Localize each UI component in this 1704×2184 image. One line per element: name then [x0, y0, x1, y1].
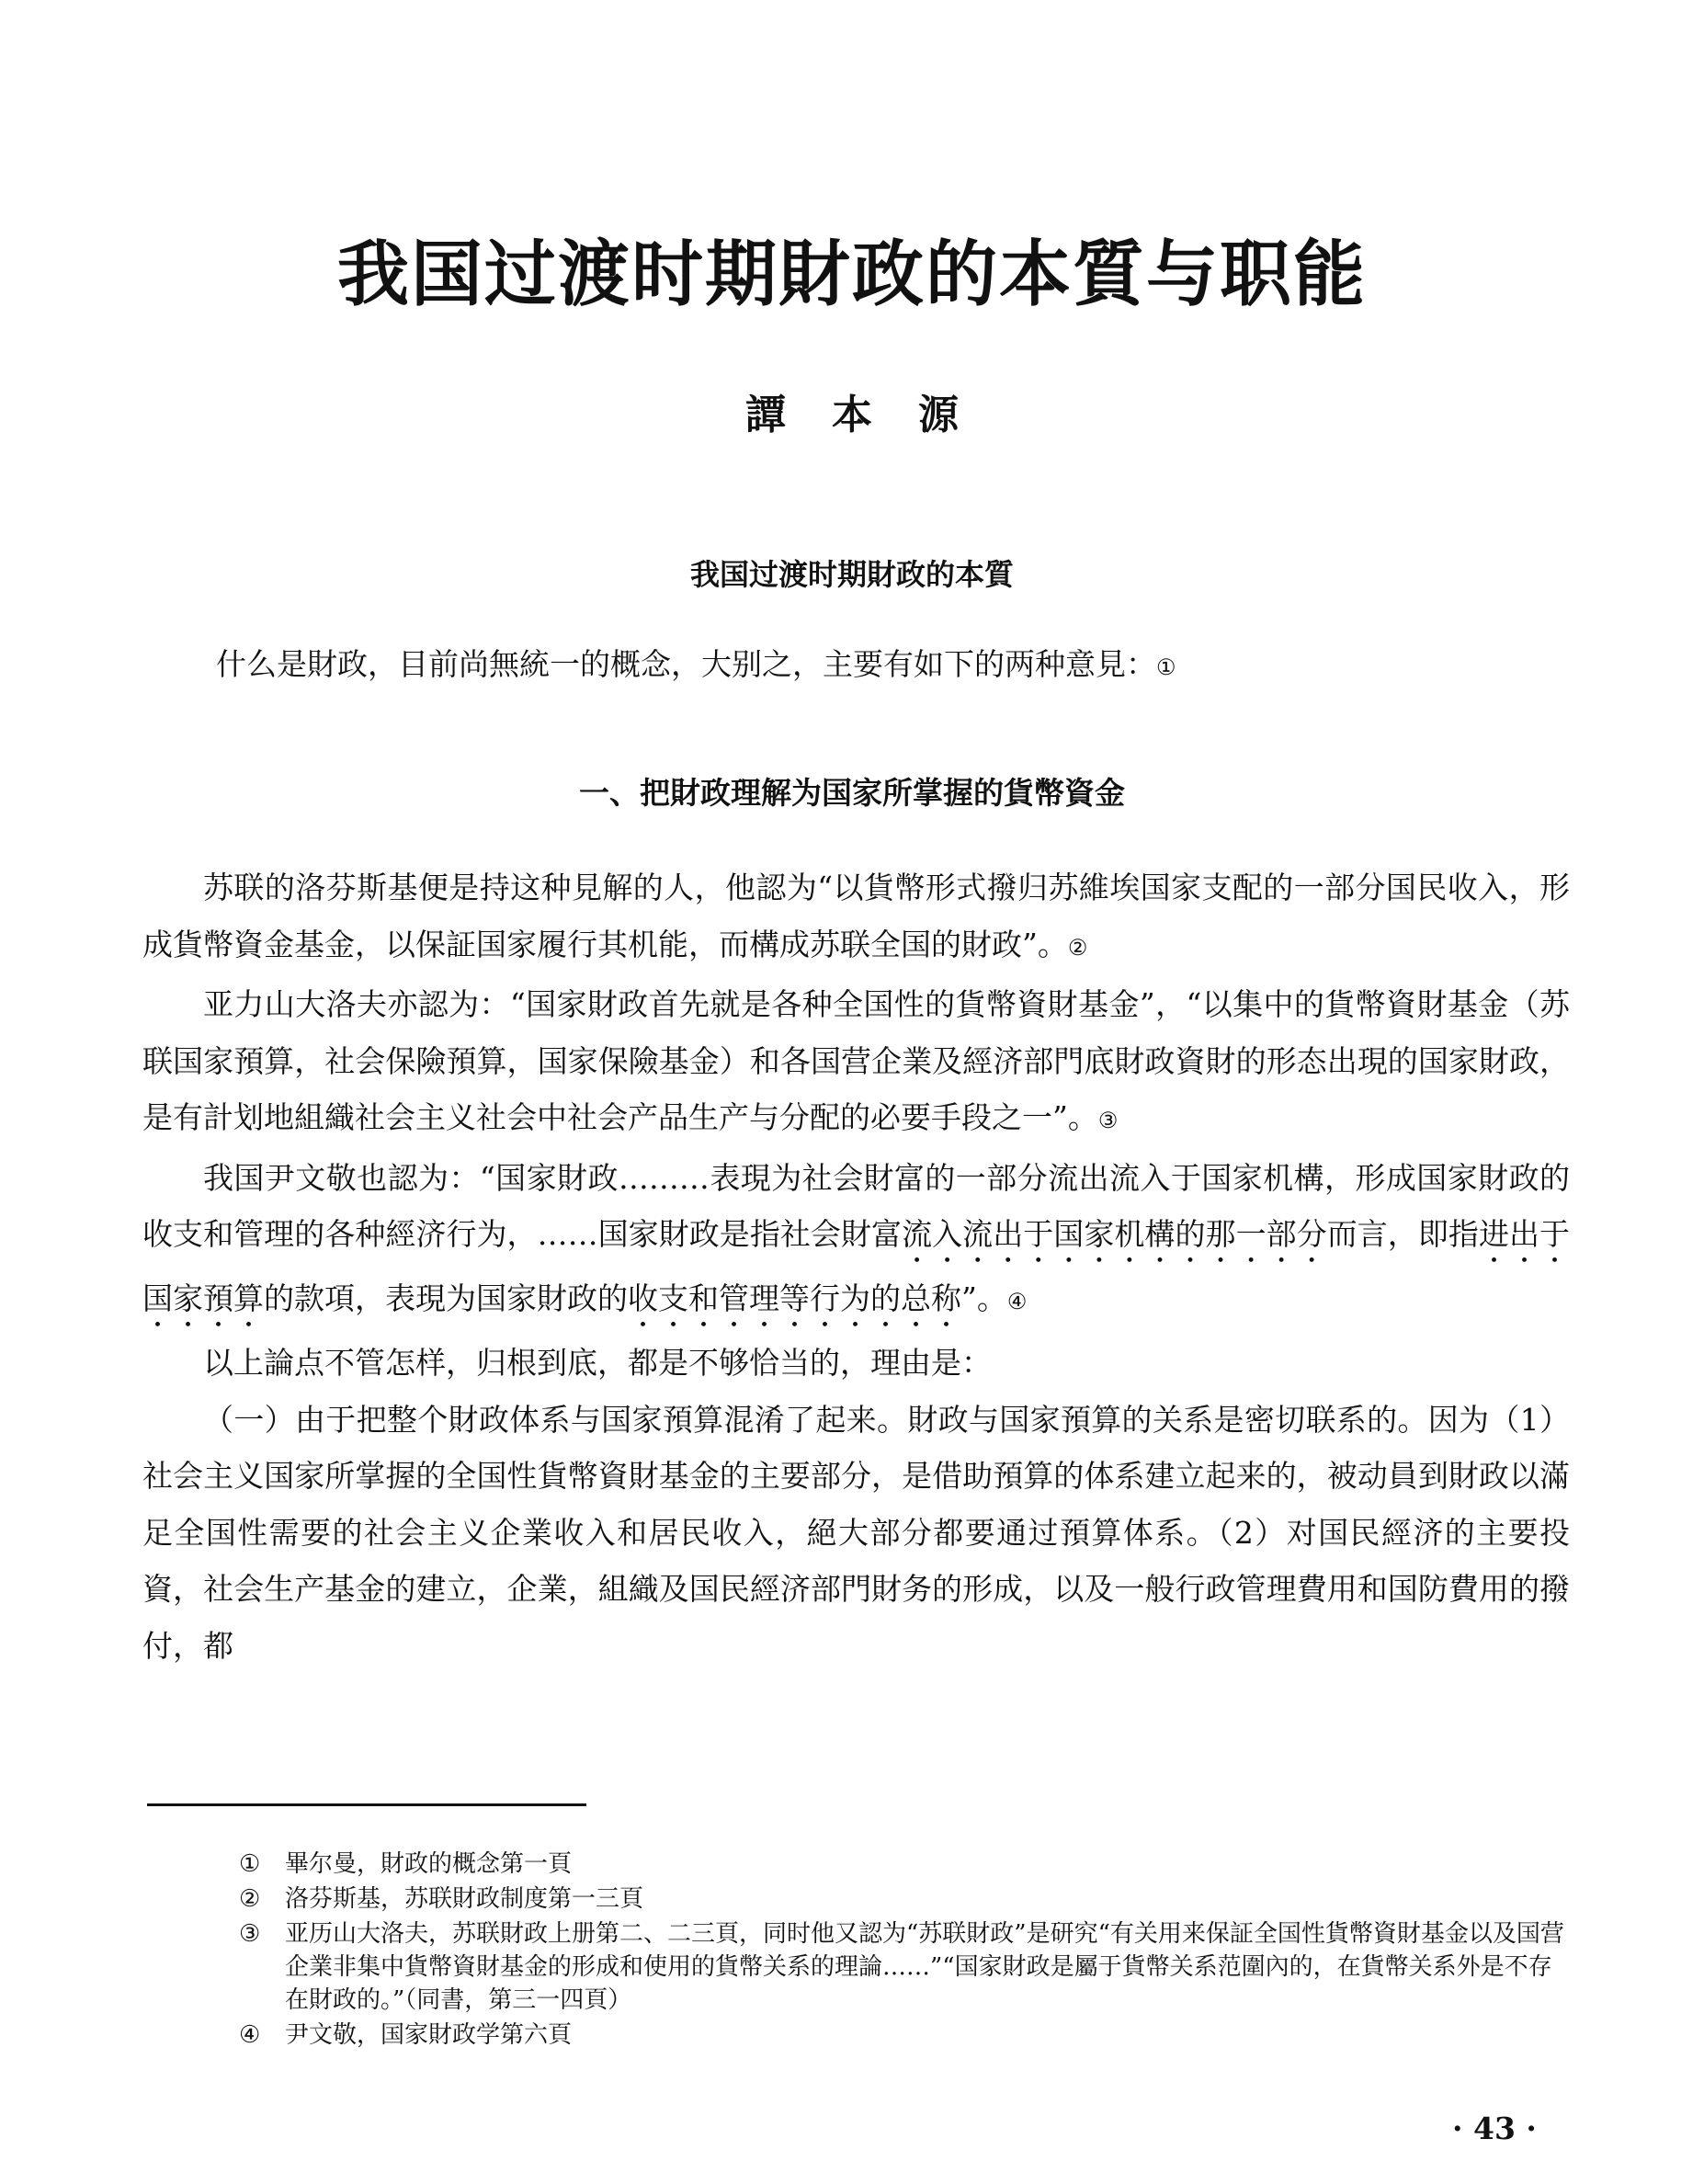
- page-number: · 43 ·: [1452, 2110, 1537, 2146]
- intro-paragraph: [216, 637, 1576, 695]
- footnote-ref-4: ④: [1006, 1289, 1028, 1314]
- article-title: 我国过渡时期財政的本質与职能: [336, 233, 1367, 316]
- footnote-text: 亚历山大洛夫，苏联財政上册第二、二三頁，同时他又認为“苏联財政”是研究“有关用来保証全国性貨幣資財基金以及国营企業非集中貨幣資財基金的形成和使用的貨幣关系的理論……”“国家財政是屬于貨幣关系范圍內的，在貨幣关系外是不存在財政的。”（同書，第三一四頁）: [285, 1920, 1564, 2014]
- footnote-text: 畢尔曼，財政的概念第一頁: [285, 1850, 573, 1878]
- intro-text: 什么是財政，目前尚無統一的概念，大别之，主要有如下的两种意見：: [216, 646, 1156, 682]
- subsection-heading: 一、把財政理解为国家所掌握的貨幣資金: [579, 775, 1125, 811]
- footnote-divider: [147, 1803, 586, 1806]
- paragraph-1-text: 苏联的洛芬斯基便是持这种見解的人，他認为“以貨幣形式撥归苏維埃国家支配的一部分国民收入，形成貨幣資金基金，以保証国家履行其机能，而構成苏联全国的財政”。: [142, 870, 1570, 962]
- paragraph-3-text-d: ”。: [961, 1280, 1007, 1316]
- author-name: 譚本源: [745, 392, 1005, 438]
- paragraph-1: [142, 859, 1570, 976]
- footnote-2: [239, 1883, 1572, 1916]
- emphasized-text-3: 收支和管理等行为的总称: [628, 1280, 961, 1316]
- footnote-ref-1: ①: [1156, 654, 1176, 680]
- footnote-4: [239, 2019, 1572, 2052]
- footnote-3: [239, 1917, 1572, 2017]
- section-heading: 我国过渡时期財政的本質: [689, 557, 1014, 592]
- footnote-ref-3: ③: [1097, 1108, 1119, 1133]
- paragraph-5: （一）由于把整个財政体系与国家預算混淆了起来。財政与国家預算的关系是密切联系的。因为（1）社会主义国家所掌握的全国性貨幣資財基金的主要部分，是借助預算的体系建立起来的，被动員到財政以滿足全国性需要的社会主义企業收入和居民收入，絕大部分都要通过預算体系。（2）对国民經济的主要投資，社会生产基金的建立，企業，組織及国民經济部門財务的形成，以及一般行政管理費用和国防費用的撥付，都: [142, 1401, 1570, 1664]
- paragraph-2-text: 亚力山大洛夫亦認为：“国家財政首先就是各种全国性的貨幣資財基金”，“以集中的貨幣資財基金（苏联国家預算，社会保險預算，国家保險基金）和各国营企業及經济部門底財政資財的形态出現的国家財政，是有計划地組織社会主义社会中社会产品生产与分配的必要手段之一”。: [142, 986, 1570, 1135]
- footnote-text: 尹文敬，国家財政学第六頁: [285, 2021, 573, 2049]
- footnote-mark: ④: [239, 2021, 261, 2049]
- paragraph-3-text-b: 而言，即指: [1326, 1216, 1479, 1252]
- footnotes: [239, 1848, 1572, 2053]
- paragraph-3: [142, 1150, 1570, 1336]
- emphasized-text-2: 进出于国家預算: [142, 1216, 1571, 1316]
- body-text: [142, 859, 1570, 1674]
- footnote-1: [239, 1848, 1572, 1881]
- footnote-mark: ②: [239, 1885, 261, 1913]
- footnote-text: 洛芬斯基，苏联財政制度第一三頁: [285, 1885, 644, 1913]
- paragraph-3-text-c: 的款項，表現为国家財政的: [264, 1280, 628, 1316]
- footnote-mark: ③: [239, 1920, 261, 1948]
- paragraph-3-text-a: 我国尹文敬也認为：“国家財政………表現为社会財富的一部分流出流入于国家机構，形成国家財政的收支和管理的各种經济行为，……国家財政是指社会財富: [142, 1159, 1570, 1252]
- footnote-mark: ①: [239, 1850, 261, 1878]
- paragraph-2: [142, 976, 1570, 1150]
- emphasized-text-1: 流入流出于国家机構的那一部分: [902, 1216, 1327, 1252]
- paragraph-4: 以上論点不管怎样，归根到底，都是不够恰当的，理由是：: [203, 1345, 992, 1381]
- footnote-ref-2: ②: [1067, 934, 1088, 961]
